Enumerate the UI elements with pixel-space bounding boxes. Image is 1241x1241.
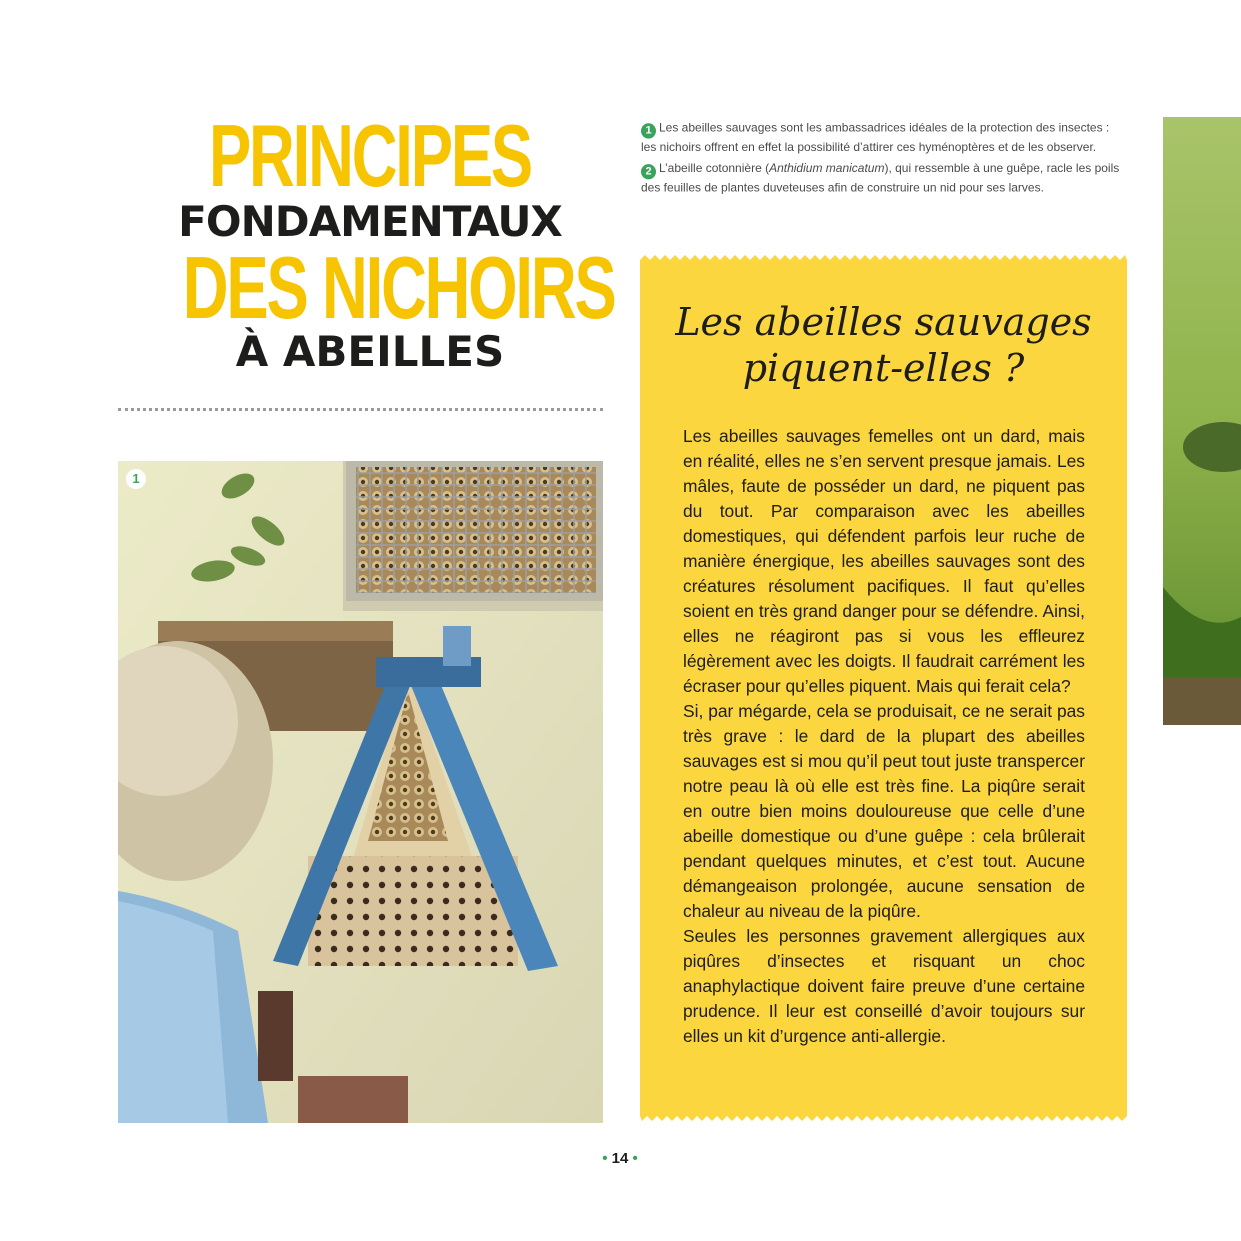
caption-2 <box>641 160 1121 197</box>
box-heading-line-1: Les abeilles sauvages <box>675 300 1092 344</box>
box-paragraph-1: Les abeilles sauvages femelles ont un dard, mais en réalité, elles ne s’en servent presque jamais. Les mâles, faute de posséder un dard, ne piquent pas du tout. Par comparaison avec les abeilles domestiques, qui défendent parfois leur ruche de manière énergique, les abeilles sauvages sont des créatures résolument pacifiques. Il faut qu’elles soient en très grand danger pour se défendre. Ainsi, elles ne réagiront pas si vous les effleurez légèrement avec les doigts. Il faudrait carrément les écraser pour qu’elles piquent. Mais qui ferait cela? <box>683 426 1085 696</box>
box-heading-line-2: piquent-elles ? <box>742 346 1025 390</box>
caption-number-badge: 2 <box>641 164 656 179</box>
side-photo-crop <box>1163 117 1241 725</box>
title-line-fondamentaux: FONDAMENTAUX <box>178 197 562 246</box>
page-number <box>580 1150 660 1167</box>
caption-text: L’abeille cotonnière ( <box>659 161 770 176</box>
page-number-value: 14 <box>611 1150 629 1167</box>
dotted-divider <box>118 408 603 411</box>
caption-number-badge: 1 <box>641 123 656 138</box>
box-body-text <box>683 424 1085 1049</box>
side-photo-illustration <box>1163 117 1241 725</box>
photo-captions <box>641 119 1121 201</box>
box-paragraph-3: Seules les personnes gravement allergiques aux piqûres d’insectes et risquant un choc anaphylactique doivent faire preuve d’une certaine prudence. Il leur est conseillé d’avoir toujours sur elles un kit d’urgence anti-allergie. <box>683 926 1085 1046</box>
bullet-dot-icon: • <box>602 1150 608 1167</box>
caption-species-name: Anthidium manicatum <box>769 161 885 176</box>
caption-text: Les abeilles sauvages sont les ambassadrices idéales de la protection des insectes : les nichoirs offrent en effet la possibilité d’attirer ces hyménoptères et de les observer. <box>641 120 1110 154</box>
photo-number-badge: 1 <box>126 469 146 489</box>
caption-text: ), qui ressemble à une guêpe, racle les poils des feuilles de plantes duveteuses afin de construire un nid pour ses larves. <box>641 161 1120 195</box>
title-line-principes: PRINCIPES <box>208 106 532 205</box>
caption-1 <box>641 119 1121 156</box>
title-line-des-nichoirs: DES NICHOIRS <box>182 238 615 337</box>
bee-hotel-photo <box>118 461 603 1123</box>
title-line-a-abeilles: À ABEILLES <box>235 327 505 376</box>
box-paragraph-2: Si, par mégarde, cela se produisait, ce ne serait pas très grave : le dard de la plupart des abeilles sauvages est si mou qu’il peut tout juste transpercer notre peau là où elle est très fine. La piqûre serait en outre bien moins douloureuse que celle d’une abeille domestique ou d’une guêpe : cela brûlerait pendant quelques minutes, et c’est tout. Aucune démangeaison prolongée, aucune sensation de chaleur au niveau de la piqûre. <box>683 701 1085 921</box>
bee-hotel-illustration <box>118 461 603 1123</box>
bullet-dot-icon: • <box>632 1150 638 1167</box>
